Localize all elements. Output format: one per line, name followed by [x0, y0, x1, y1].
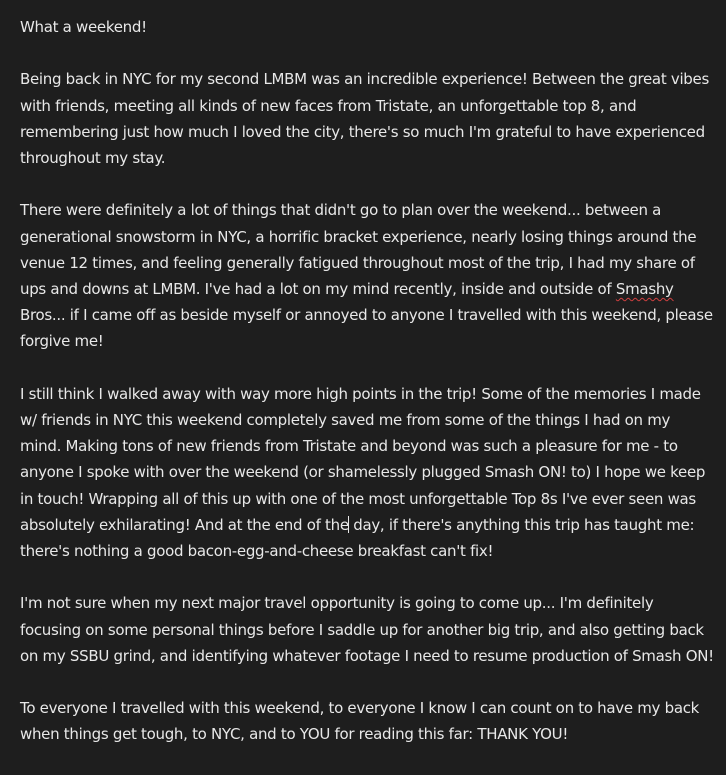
text-line [20, 512, 706, 538]
paragraph-greeting [20, 14, 706, 40]
text-line: What a weekend! [20, 18, 147, 36]
text-line: throughout my stay. [20, 149, 166, 167]
text-line: generational snowstorm in NYC, a horrific bracket experience, nearly losing things around the [20, 227, 697, 246]
text-line: I still think I walked away with way more high points in the trip! Some of the memories I made [20, 384, 701, 403]
text-line: on my SSBU grind, and identifying whatever footage I need to resume production of Smash ON! [20, 646, 714, 665]
text-line: venue 12 times, and feeling generally fatigued throughout most of the trip, I had my share of [20, 253, 695, 272]
text-line: in touch! Wrapping all of this up with one of the most unforgettable Top 8s I've ever seen was [20, 489, 696, 508]
text-line: Bros... if I came off as beside myself or annoyed to anyone I travelled with this weekend, please [20, 306, 713, 325]
text-line: There were definitely a lot of things that didn't go to plan over the weekend... between a [20, 201, 662, 220]
text-line: mind. Making tons of new friends from Tristate and beyond was such a pleasure for me - to [20, 437, 678, 456]
text-line: To everyone I travelled with this weekend, to everyone I know I can count on to have my back [20, 699, 700, 718]
text-line: Being back in NYC for my second LMBM was an incredible experience! Between the great vibes [20, 70, 709, 89]
text-line: focusing on some personal things before I saddle up for another big trip, and also getting back [20, 620, 704, 639]
text-segment: ups and downs at LMBM. I've had a lot on my mind recently, inside and outside of [20, 280, 616, 298]
paragraph-1 [20, 66, 709, 171]
text-line: anyone I spoke with over the weekend (or shamelessly plugged Smash ON! to) I hope we keep [20, 463, 706, 482]
spellcheck-flagged-word[interactable]: Smashy [615, 280, 674, 298]
text-line: when things get tough, to NYC, and to YOU for reading this far: THANK YOU! [20, 725, 569, 744]
paragraph-4 [20, 590, 714, 669]
paragraph-5 [20, 695, 706, 747]
paragraph-2 [20, 197, 713, 354]
text-line: remembering just how much I loved the city, there's so much I'm grateful to have experienced [20, 122, 705, 141]
text-line: I'm not sure when my next major travel opportunity is going to come up... I'm definitely [20, 594, 654, 613]
text-line [20, 276, 706, 302]
text-line: w/ friends in NYC this weekend completely saved me from some of the things I had on my [20, 411, 671, 429]
text-segment: absolutely exhilarating! And at the end of the [20, 515, 349, 534]
text-segment: day, if there's anything this trip has taught me: [348, 515, 695, 534]
text-line: forgive me! [20, 332, 104, 351]
paragraph-3 [20, 381, 706, 564]
text-line: with friends, meeting all kinds of new faces from Tristate, an unforgettable top 8, and [20, 96, 637, 115]
text-line: there's nothing a good bacon-egg-and-cheese breakfast can't fix! [20, 542, 494, 561]
